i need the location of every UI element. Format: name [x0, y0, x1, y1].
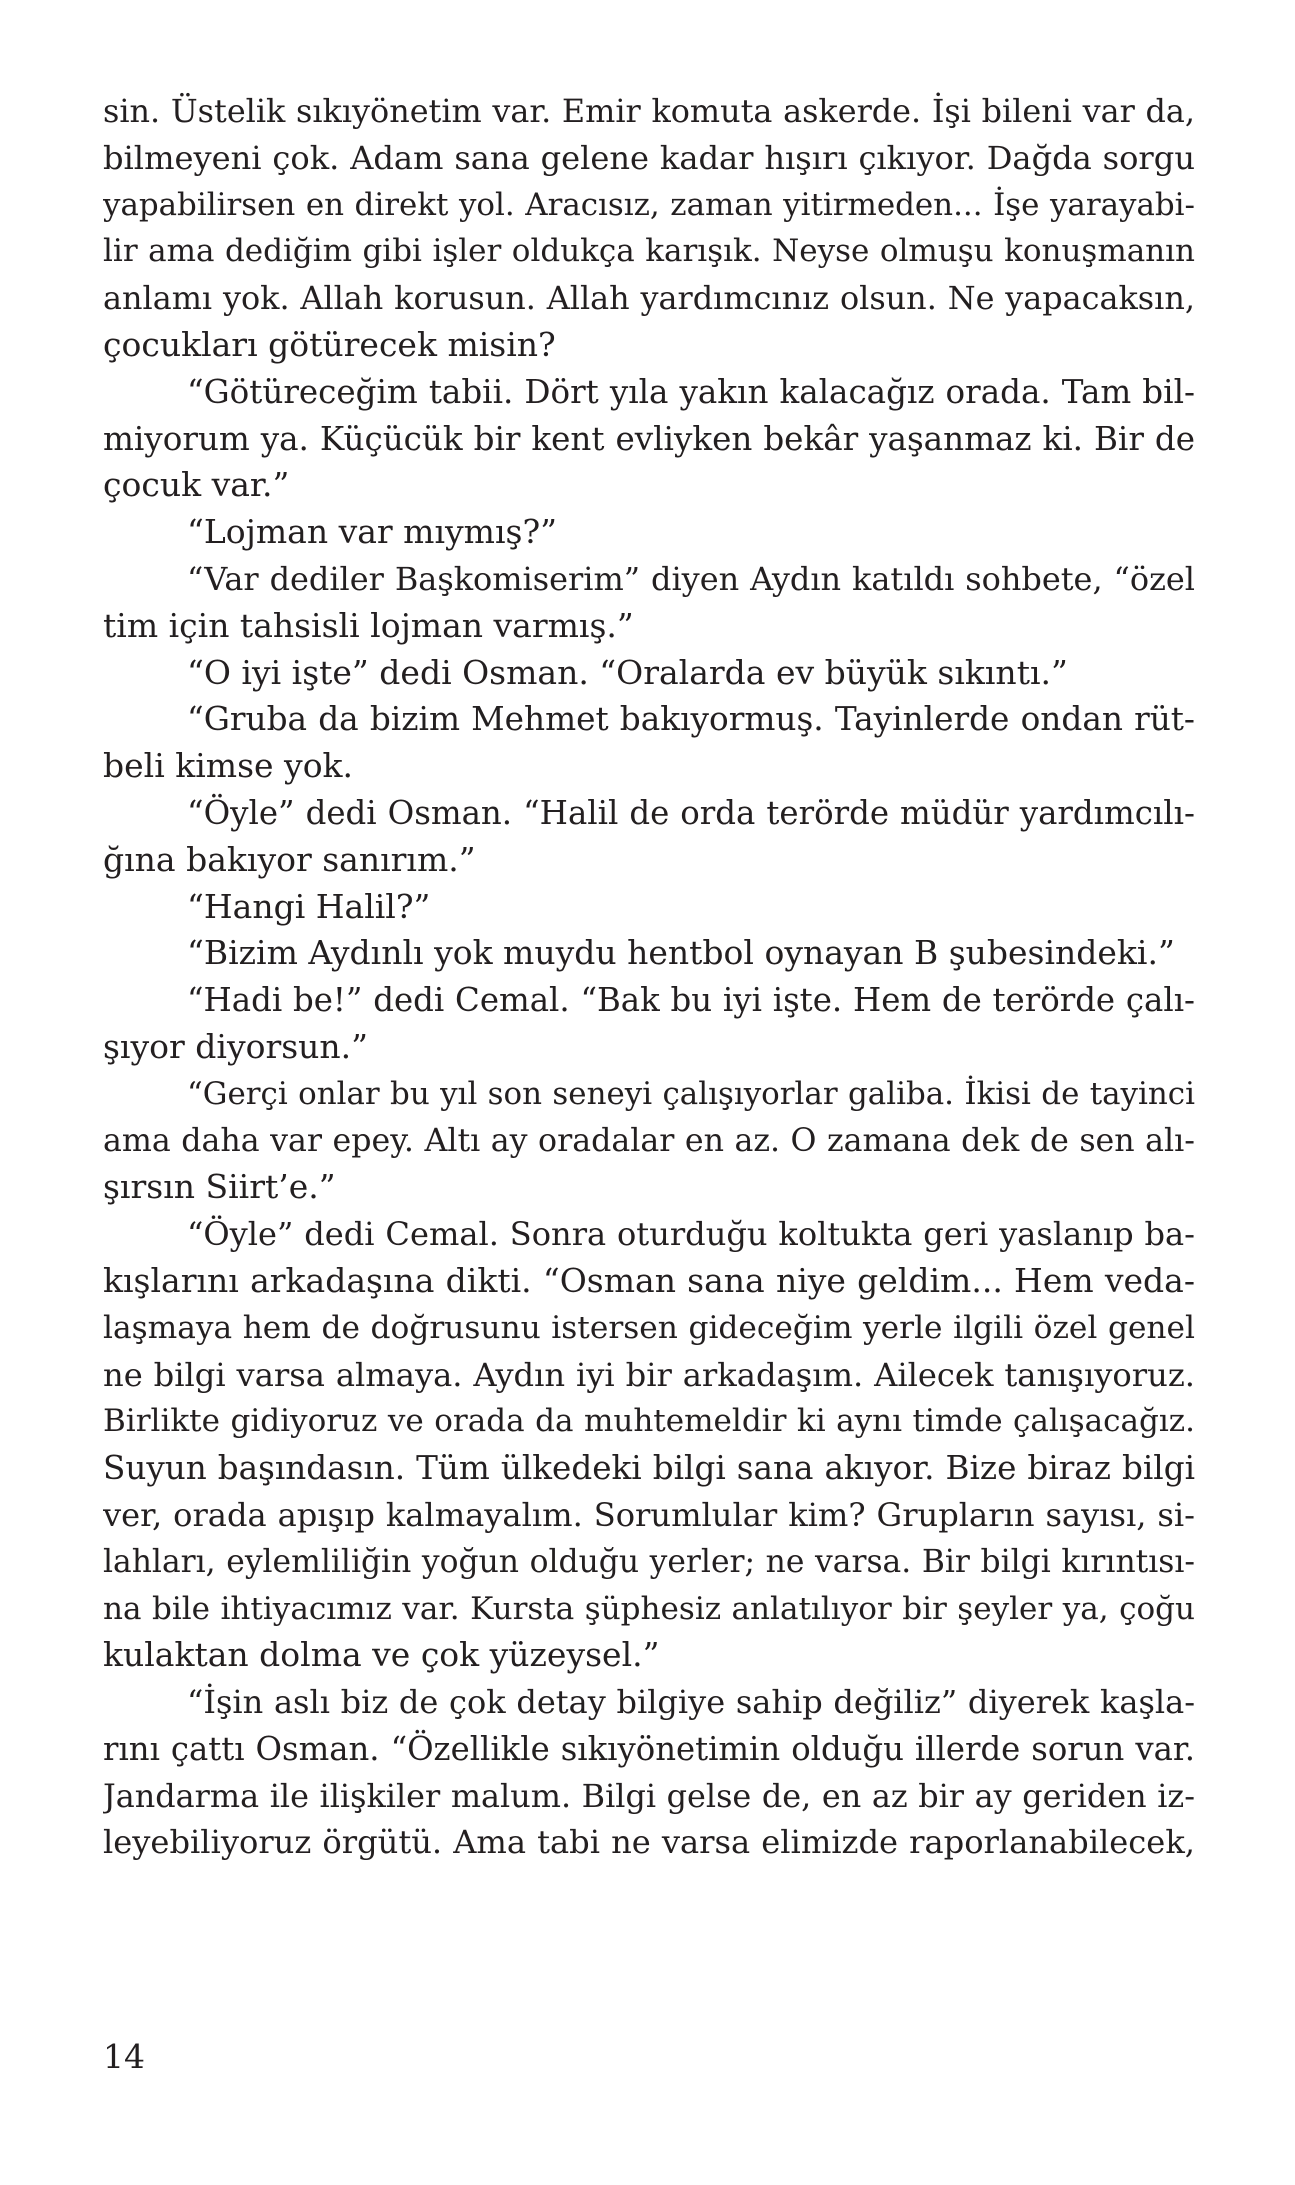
text-line: ğına bakıyor sanırım.”: [103, 839, 476, 879]
text-line: ver, orada apışıp kalmayalım. Sorumlular kim? Grupların sayısı, si-: [103, 1495, 1195, 1534]
paragraph-start-line: “Öyle” dedi Cemal. Sonra oturduğu koltukta geri yaslanıp ba-: [187, 1215, 1195, 1254]
paragraph-start-line: “Gerçi onlar bu yıl son seneyi çalışıyorlar galiba. İkisi de tayinci: [187, 1075, 1195, 1112]
paragraph-start-line: “İşin aslı biz de çok detay bilgiye sahip değiliz” diyerek kaşla-: [187, 1683, 1195, 1722]
paragraph-start-line: “Hangi Halil?”: [187, 886, 431, 926]
text-line: lir ama dediğim gibi işler oldukça karışık. Neyse olmuşu konuşmanın: [103, 233, 1195, 270]
text-line: şırsın Siirt’e.”: [103, 1167, 336, 1207]
text-line: beli kimse yok.: [103, 746, 354, 786]
paragraph-start-line: “Bizim Aydınlı yok muydu hentbol oynayan B şubesindeki.”: [187, 933, 1175, 973]
text-line: yapabilirsen en direkt yol. Aracısız, zaman yitirmeden... İşe yarayabi-: [103, 186, 1195, 223]
text-line: anlamı yok. Allah korusun. Allah yardımcınız olsun. Ne yapacaksın,: [103, 279, 1195, 318]
paragraph-start-line: “Götüreceğim tabii. Dört yıla yakın kalacağız orada. Tam bil-: [187, 372, 1195, 411]
text-line: lahları, eylemliliğin yoğun olduğu yerler; ne varsa. Bir bilgi kırıntısı-: [103, 1543, 1195, 1580]
paragraph-start-line: “Hadi be!” dedi Cemal. “Bak bu iyi işte. Hem de terörde çalı-: [187, 981, 1195, 1020]
paragraph-start-line: “Lojman var mıymış?”: [187, 512, 558, 552]
text-line: miyorum ya. Küçücük bir kent evliyken bekâr yaşanmaz ki. Bir de: [103, 419, 1195, 458]
paragraph-start-line: “Öyle” dedi Osman. “Halil de orda terörde müdür yardımcılı-: [187, 793, 1195, 832]
paragraph-start-line: “Var dediler Başkomiserim” diyen Aydın katıldı sohbete, “özel: [187, 559, 1195, 598]
text-line: kışlarını arkadaşına dikti. “Osman sana niye geldim... Hem veda-: [103, 1260, 1195, 1300]
text-line: laşmaya hem de doğrusunu istersen gideceğim yerle ilgili özel genel: [103, 1309, 1195, 1346]
text-line: bilmeyeni çok. Adam sana gelene kadar hışırı çıkıyor. Dağda sorgu: [103, 138, 1195, 177]
text-line: Birlikte gidiyoruz ve orada da muhtemeldir ki aynı timde çalışacağız.: [103, 1403, 1195, 1440]
body-text: [103, 88, 1195, 1866]
text-line: na bile ihtiyacımız var. Kursta şüphesiz anlatılıyor bir şeyler ya, çoğu: [103, 1590, 1195, 1627]
text-line: ne bilgi varsa almaya. Aydın iyi bir arkadaşım. Ailecek tanışıyoruz.: [103, 1355, 1195, 1394]
text-line: kulaktan dolma ve çok yüzeysel.”: [103, 1635, 660, 1675]
text-line: leyebiliyoruz örgütü. Ama tabi ne varsa elimizde raporlanabilecek,: [103, 1823, 1195, 1862]
paragraph-start-line: “O iyi işte” dedi Osman. “Oralarda ev büyük sıkıntı.”: [187, 652, 1068, 692]
text-line: sin. Üstelik sıkıyönetim var. Emir komuta askerde. İşi bileni var da,: [103, 92, 1195, 130]
text-line: ama daha var epey. Altı ay oradalar en az. O zamana dek de sen alı-: [103, 1122, 1195, 1159]
text-line: çocuk var.”: [103, 465, 290, 505]
paragraph-start-line: “Gruba da bizim Mehmet bakıyormuş. Tayinlerde ondan rüt-: [187, 700, 1195, 739]
text-line: çocukları götürecek misin?: [103, 324, 556, 364]
page-number: 14: [103, 2037, 145, 2076]
text-line: rını çattı Osman. “Özellikle sıkıyönetimin olduğu illerde sorun var.: [103, 1729, 1195, 1768]
text-line: Jandarma ile ilişkiler malum. Bilgi gelse de, en az bir ay geriden iz-: [103, 1776, 1195, 1815]
text-line: şıyor diyorsun.”: [103, 1026, 369, 1066]
text-line: tim için tahsisli lojman varmış.”: [103, 605, 634, 645]
text-line: Suyun başındasın. Tüm ülkedeki bilgi sana akıyor. Bize biraz bilgi: [103, 1449, 1195, 1488]
